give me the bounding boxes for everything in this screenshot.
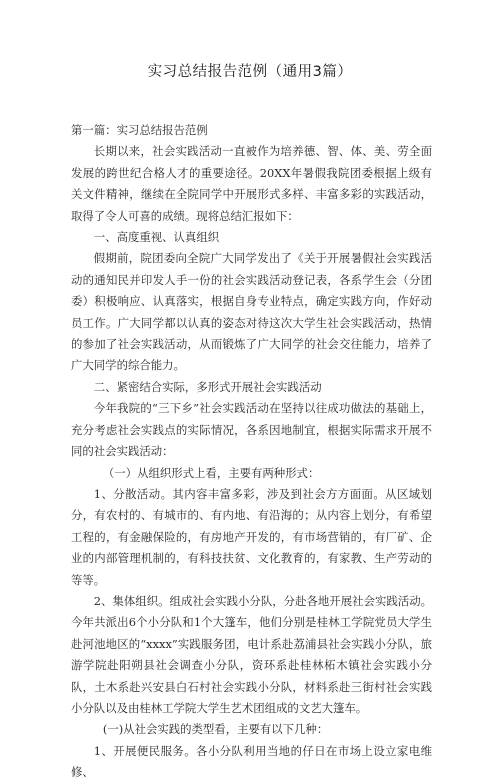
- document-body: [71, 120, 432, 784]
- paragraph-collective: 2、集体组织。组成社会实践小分队，分赴各地开展社会实践活动。今年共派出6个小分队和1个大篷车，他们分别是桂林工学院党员大学生赴河池地区的“xxxx”实践服务团，电计系赴荔浦县社会实践小分队，旅游学院赴阳朔县社会调查小分队，资环系赴桂林柘木镇社会实践小分队，土木系赴兴安县白石村社会实践小分队，材料系赴三街村社会实践小分队以及由桂林工学院大学生艺术团组成的文艺大篷车。: [71, 593, 432, 715]
- subheading-type: (一)从社会实践的类型看，主要有以下几种：: [102, 722, 329, 737]
- paragraph-service: 1、开展便民服务。各小分队利用当地的仔日在市场上设立家电维修、: [71, 743, 432, 780]
- section-heading: 第一篇：实习总结报告范例: [71, 123, 208, 137]
- paragraph-organize: 假期前，院团委向全院广大同学发出了《关于开展暑假社会实践活动的通知民并印发人手一份的社会实践活动登记表，各系学生会（分团委）积极响应、认真落实，根据自身专业特点，确定实践方向，作好动员工作。广大同学都以认真的姿态对待这次大学生社会实践活动，热情的参加了社会实践活动，从而锻炼了广大同学的社会交往能力，培养了广大同学的综合能力。: [71, 251, 432, 373]
- paragraph-three-go: 今年我院的“三下乡”社会实践活动在坚持以往成功做法的基础上，充分考虑社会实践点的实际情况，各系因地制宜，根据实际需求开展不同的社会实践活动：: [71, 401, 432, 459]
- paragraph-intro: 长期以来，社会实践活动一直被作为培养德、智、体、美、劳全面发展的跨世纪合格人才的重要途径。20XX年暑假我院团委根据上级有关文件精神，继续在全院同学中开展形式多样、丰富多彩的实践活动，取得了令人可喜的成绩。现将总结汇报如下：: [71, 144, 432, 223]
- paragraph-dispersed: 1、分散活动。其内容丰富多彩，涉及到社会方方面面。从区域划分，有农村的、有城市的、有内地、有沿海的；从内容上划分，有希望工程的，有金融保险的，有房地产开发的，有市场营销的，有厂矿、企业的内部管理机制的，有科技扶贫、文化教育的，有家教、生产劳动的等等。: [71, 486, 432, 587]
- document-title: 实习总结报告范例（通用3篇）: [147, 64, 353, 80]
- subheading-form: （一）从组织形式上看，主要有两种形式：: [102, 465, 320, 480]
- heading-one: 一、高度重视、认真组织: [93, 230, 220, 245]
- heading-two: 二、紧密结合实际，多形式开展社会实践活动: [93, 379, 322, 394]
